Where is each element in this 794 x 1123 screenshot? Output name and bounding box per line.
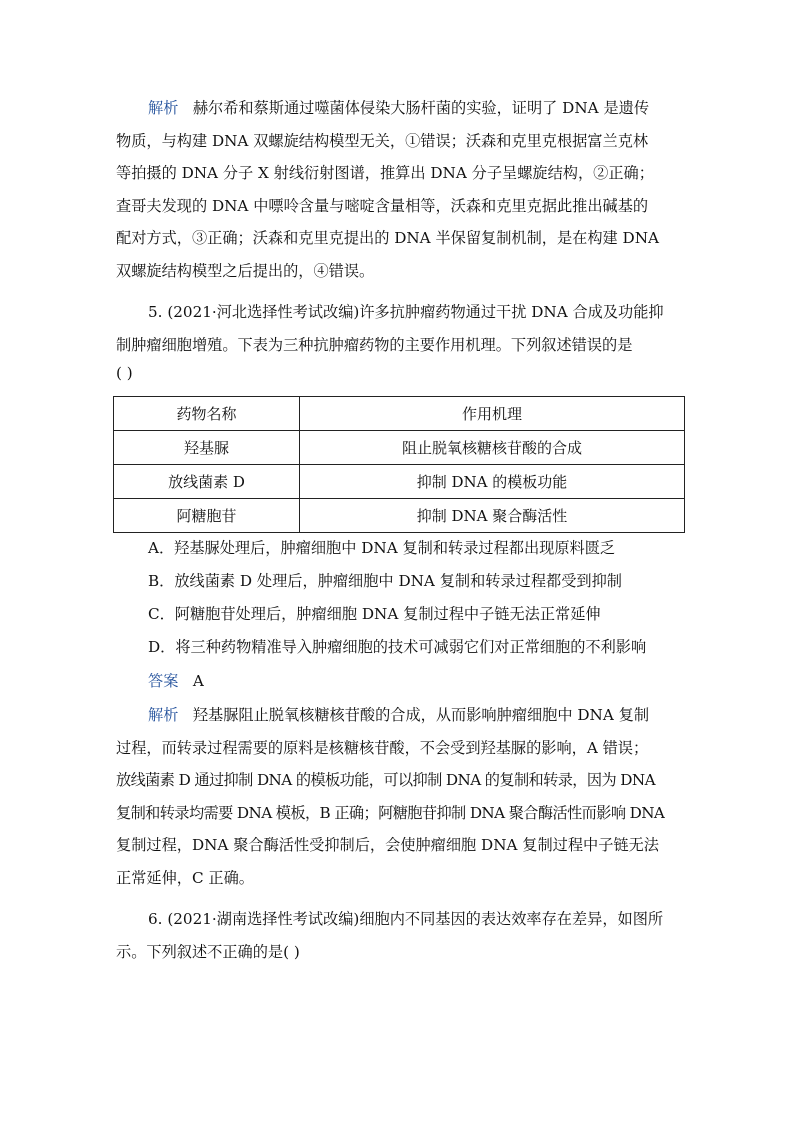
analysis-line: 复制过程，DNA 聚合酶活性受抑制后，会使肿瘤细胞 DNA 复制过程中子链无法 [116, 836, 659, 855]
analysis-line: 配对方式，③正确；沃森和克里克提出的 DNA 半保留复制机制，是在构建 DNA [116, 229, 659, 248]
table-cell: 阿糖胞苷 [114, 499, 300, 533]
table-row [114, 465, 685, 499]
analysis-line: 复制和转录均需要 DNA 模板，B 正确；阿糖胞苷抑制 DNA 聚合酶活性而影响 DNA [116, 803, 665, 822]
analysis-line: 双螺旋结构模型之后提出的，④错误。 [116, 261, 375, 280]
analysis-line: 物质，与构建 DNA 双螺旋结构模型无关，①错误；沃森和克里克根据富兰克林 [116, 131, 649, 150]
table-cell: 阻止脱氧核糖核苷酸的合成 [300, 431, 685, 465]
table-header-row [114, 397, 685, 431]
answer-value: A [192, 672, 204, 690]
table-cell: 抑制 DNA 聚合酶活性 [300, 499, 685, 533]
question-line: 6. (2021·湖南选择性考试改编)细胞内不同基因的表达效率存在差异，如图所 [148, 910, 664, 928]
analysis-line: 等拍摄的 DNA 分子 X 射线衍射图谱，推算出 DNA 分子呈螺旋结构，②正确； [116, 164, 654, 183]
table-header-cell: 药物名称 [114, 397, 300, 431]
table-header-cell: 作用机理 [300, 397, 685, 431]
drug-table [113, 396, 685, 533]
answer-line [148, 670, 204, 691]
table-row [114, 431, 685, 465]
analysis-line: 解析 赫尔希和蔡斯通过噬菌体侵染大肠杆菌的实验，证明了 DNA 是遗传 [148, 99, 650, 117]
analysis-line: 正常延伸，C 正确。 [116, 868, 254, 887]
table-row [114, 499, 685, 533]
analysis-paragraph-1 [116, 92, 682, 288]
option-a: A．羟基脲处理后，肿瘤细胞中 DNA 复制和转录过程都出现原料匮乏 [148, 539, 616, 557]
analysis-paragraph-2 [116, 699, 682, 895]
analysis-line: 过程，而转录过程需要的原料是核糖核苷酸，不会受到羟基脲的影响，A 错误； [116, 738, 649, 757]
analysis-line: 查哥夫发现的 DNA 中嘌呤含量与嘧啶含量相等，沃森和克里克据此推出碱基的 [116, 196, 649, 215]
analysis-line: 放线菌素 D 通过抑制 DNA 的模板功能，可以抑制 DNA 的复制和转录，因为 DNA [116, 771, 655, 790]
question-line: 5. (2021·河北选择性考试改编)许多抗肿瘤药物通过干扰 DNA 合成及功能抑 [148, 303, 664, 321]
question-6-stem [116, 903, 682, 968]
question-line: 制肿瘤细胞增殖。下表为三种抗肿瘤药物的主要作用机理。下列叙述错误的是 [116, 335, 633, 354]
analysis-label: 解析 [148, 99, 179, 117]
question-line: 示。下列叙述不正确的是( ) [116, 942, 300, 961]
option-d: D．将三种药物精准导入肿瘤细胞的技术可减弱它们对正常细胞的不利影响 [148, 638, 647, 656]
table-cell: 放线菌素 D [114, 465, 300, 499]
option-b: B．放线菌素 D 处理后，肿瘤细胞中 DNA 复制和转录过程都受到抑制 [148, 572, 622, 590]
table-cell: 羟基脲 [114, 431, 300, 465]
table-cell: 抑制 DNA 的模板功能 [300, 465, 685, 499]
question-line: ( ) [116, 364, 133, 383]
option-c: C．阿糖胞苷处理后，肿瘤细胞 DNA 复制过程中子链无法正常延伸 [148, 605, 601, 623]
analysis-line: 解析 羟基脲阻止脱氧核糖核苷酸的合成，从而影响肿瘤细胞中 DNA 复制 [148, 706, 650, 724]
analysis-label: 解析 [148, 706, 179, 724]
answer-label: 答案 [148, 672, 179, 690]
question-5-stem [116, 296, 682, 385]
